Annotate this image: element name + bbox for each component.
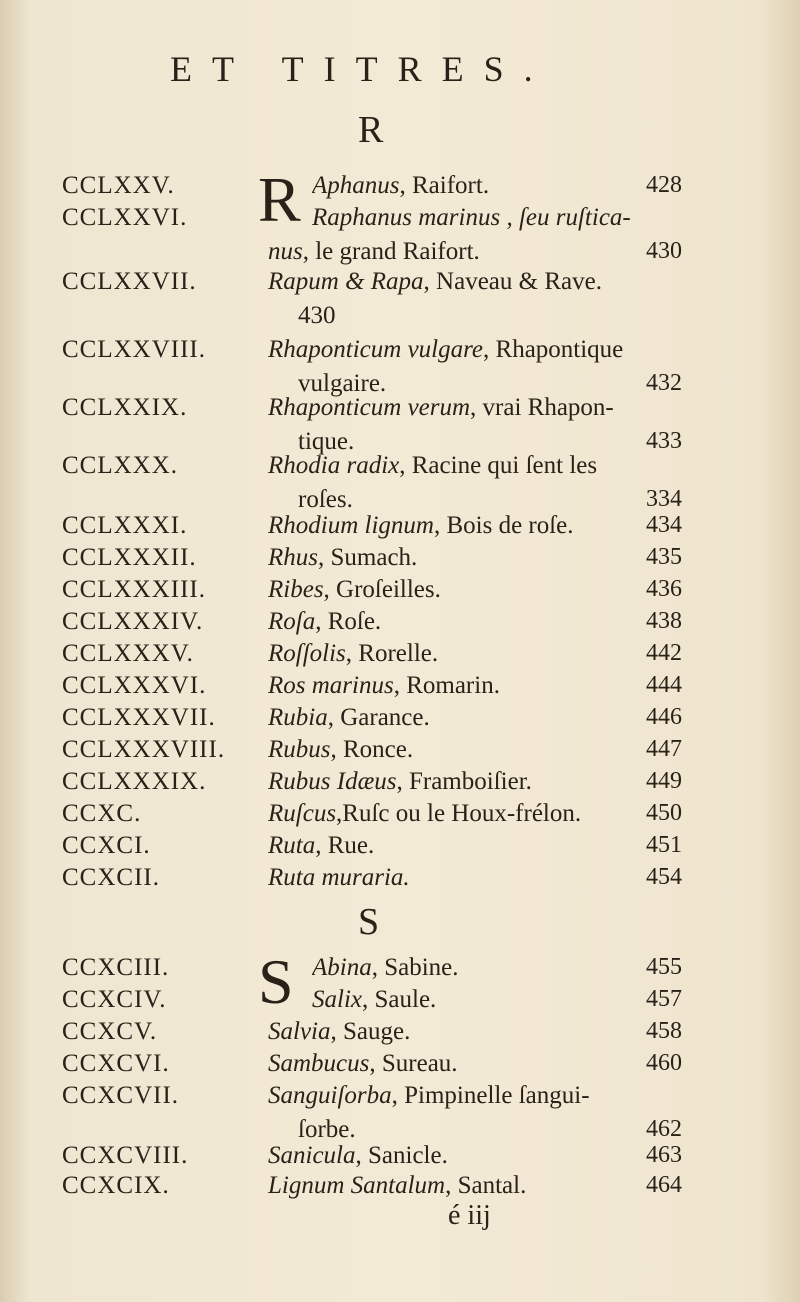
entry-text <box>268 672 628 700</box>
entry-french: , Raifort. <box>399 172 490 199</box>
page-header: ET TITRES. <box>170 49 553 89</box>
entry-number: CCLXXVII. <box>62 268 197 295</box>
entry-page: 435 <box>646 544 682 570</box>
dropcap-s: S <box>258 946 294 1017</box>
entry-number: CCLXXXIV. <box>62 608 204 635</box>
entry-text-continued <box>268 238 480 266</box>
entry-text <box>268 640 628 668</box>
entry-text <box>312 954 672 982</box>
entry-page: 334 <box>646 486 682 512</box>
entry-number: CCXCV. <box>62 1018 158 1045</box>
entry-page: 457 <box>646 986 682 1012</box>
entry-page: 464 <box>646 1172 682 1198</box>
index-entry <box>0 1172 800 1210</box>
entry-page: 450 <box>646 800 682 826</box>
entry-french: , Garance. <box>327 704 430 731</box>
entry-text <box>268 268 628 296</box>
entry-page: 438 <box>646 608 682 634</box>
entry-page: 442 <box>646 640 682 666</box>
index-entry <box>0 864 800 902</box>
signature-mark: é iij <box>448 1200 491 1231</box>
entry-text <box>268 1050 628 1078</box>
section-letter-s: S <box>358 901 380 943</box>
index-entry <box>0 268 800 340</box>
entry-text <box>268 512 628 540</box>
entry-latin: Rhaponticum verum <box>268 394 471 421</box>
entry-page: 447 <box>646 736 682 762</box>
entry-number: CCXCVI. <box>62 1050 170 1077</box>
entry-number: CCLXXIX. <box>62 394 188 421</box>
entry-text-continued <box>298 486 353 514</box>
entry-number: CCLXXXIX. <box>62 768 207 795</box>
entry-french: , Sumach. <box>318 544 418 571</box>
entry-text <box>268 608 628 636</box>
entry-latin: Sambucus <box>268 1050 370 1077</box>
entry-french: , vrai Rhapon- <box>470 394 614 421</box>
entry-french: tique. <box>298 428 355 455</box>
section-letter-r: R <box>358 109 384 151</box>
entry-latin: Ros marinus <box>268 672 394 699</box>
entry-latin: Sanguiſorba <box>268 1082 392 1109</box>
entry-french: , Sanicle. <box>355 1142 448 1169</box>
entry-text <box>268 832 628 860</box>
entry-page: 462 <box>646 1116 682 1142</box>
entry-number: CCLXXXII. <box>62 544 197 571</box>
entry-page: 436 <box>646 576 682 602</box>
entry-text <box>268 336 628 364</box>
entry-latin: Rhus <box>268 544 318 571</box>
entry-number: CCLXXXVIII. <box>62 736 226 763</box>
entry-latin: Rapum & Rapa <box>268 268 424 295</box>
entry-page: 463 <box>646 1142 682 1168</box>
entry-page: 434 <box>646 512 682 538</box>
entry-french: ,Ruſc ou le Houx-frélon. <box>336 800 582 827</box>
entry-number: CCLXXXV. <box>62 640 194 667</box>
entry-page: 446 <box>646 704 682 730</box>
entry-text-continued <box>298 302 336 330</box>
entry-page: 449 <box>646 768 682 794</box>
entry-french: , Bois de roſe. <box>433 512 574 539</box>
entry-text <box>268 544 628 572</box>
entry-latin: Rhodium lignum <box>268 512 434 539</box>
entry-french: , Sauge. <box>330 1018 411 1045</box>
dropcap-r: R <box>258 164 301 235</box>
entry-text <box>268 1172 628 1200</box>
entry-text-continued <box>298 1116 356 1144</box>
entry-latin: Lignum Santalum <box>268 1172 446 1199</box>
entry-number: CCXCVIII. <box>62 1142 189 1169</box>
entry-text <box>268 1142 628 1170</box>
entry-number: CCXCVII. <box>62 1082 180 1109</box>
entry-number: CCLXXXVI. <box>62 672 207 699</box>
index-entry <box>0 204 800 276</box>
entry-latin: Rubia <box>268 704 328 731</box>
entry-text <box>268 864 628 892</box>
entry-french: , Romarin. <box>393 672 500 699</box>
entry-french: , Rue. <box>315 832 375 859</box>
entry-number: CCXCI. <box>62 832 151 859</box>
entry-french: 430 <box>298 302 336 329</box>
entry-latin: Roſſolis <box>268 640 346 667</box>
entry-text <box>268 704 628 732</box>
entry-latin: Rubus Idæus <box>268 768 397 795</box>
entry-french: , Framboiſier. <box>396 768 532 795</box>
entry-number: CCXCII. <box>62 864 160 891</box>
entry-number: CCLXXV. <box>62 172 175 199</box>
entry-page: 458 <box>646 1018 682 1044</box>
entry-french: roſes. <box>298 486 353 513</box>
entry-text <box>268 394 628 422</box>
entry-latin: Ribes <box>268 576 324 603</box>
entry-text <box>268 768 628 796</box>
entry-text <box>268 736 628 764</box>
entry-latin: Salix <box>312 986 362 1013</box>
entry-french: , Sabine. <box>371 954 459 981</box>
entry-number: CCLXXXVII. <box>62 704 216 731</box>
entry-latin: Rubus <box>268 736 331 763</box>
entry-french: , Rorelle. <box>345 640 439 667</box>
entry-french: , Racine qui ſent les <box>399 452 598 479</box>
entry-french: , Groſeilles. <box>323 576 441 603</box>
entry-number: CCXCIII. <box>62 954 170 981</box>
entry-page: 428 <box>646 172 682 198</box>
entry-number: CCLXXXIII. <box>62 576 207 603</box>
entry-text <box>312 172 672 200</box>
entry-french: , le grand Raifort. <box>302 238 480 265</box>
entry-page: 432 <box>646 370 682 396</box>
entry-number: CCXCIX. <box>62 1172 170 1199</box>
entry-french: , Santal. <box>445 1172 527 1199</box>
entry-page: 460 <box>646 1050 682 1076</box>
entry-latin: Sanicula <box>268 1142 356 1169</box>
entry-text <box>268 452 628 480</box>
entry-latin: Ruta <box>268 832 316 859</box>
entry-latin: Ruſcus <box>268 800 337 827</box>
entry-latin: Roſa <box>268 608 316 635</box>
entry-text <box>268 800 628 828</box>
entry-number: CCLXXVI. <box>62 204 188 231</box>
entry-page: 451 <box>646 832 682 858</box>
entry-text <box>312 204 672 232</box>
entry-text <box>268 1082 688 1110</box>
entry-latin: Ruta muraria. <box>268 864 410 891</box>
entry-french: , Roſe. <box>315 608 382 635</box>
entry-french: , Ronce. <box>330 736 414 763</box>
entry-number: CCLXXVIII. <box>62 336 207 363</box>
entry-french: , Naveau & Rave. <box>423 268 602 295</box>
entry-text <box>268 1018 628 1046</box>
entry-french: ſorbe. <box>298 1116 356 1143</box>
entry-latin: Rhaponticum vulgare <box>268 336 484 363</box>
entry-page: 455 <box>646 954 682 980</box>
entry-page: 444 <box>646 672 682 698</box>
entry-french: , Sureau. <box>369 1050 458 1077</box>
entry-latin: Rhodia radix <box>268 452 400 479</box>
entry-french: , Saule. <box>362 986 437 1013</box>
entry-page: 454 <box>646 864 682 890</box>
entry-latin: Aphanus <box>312 172 400 199</box>
entry-text <box>268 576 628 604</box>
entry-number: CCXCIV. <box>62 986 167 1013</box>
entry-latin: nus <box>268 238 303 265</box>
entry-latin: Abina <box>312 954 372 981</box>
entry-page: 433 <box>646 428 682 454</box>
entry-french: vulgaire. <box>298 370 387 397</box>
entry-number: CCXC. <box>62 800 142 827</box>
entry-french: , Rhapontique <box>483 336 624 363</box>
entry-latin: Raphanus marinus , ſeu ruſtica- <box>312 204 631 231</box>
entry-latin: Salvia <box>268 1018 331 1045</box>
entry-number: CCLXXX. <box>62 452 179 479</box>
entry-page: 430 <box>646 238 682 264</box>
entry-number: CCLXXXI. <box>62 512 188 539</box>
entry-text <box>312 986 672 1014</box>
entry-french: , Pimpinelle ſangui- <box>391 1082 590 1109</box>
